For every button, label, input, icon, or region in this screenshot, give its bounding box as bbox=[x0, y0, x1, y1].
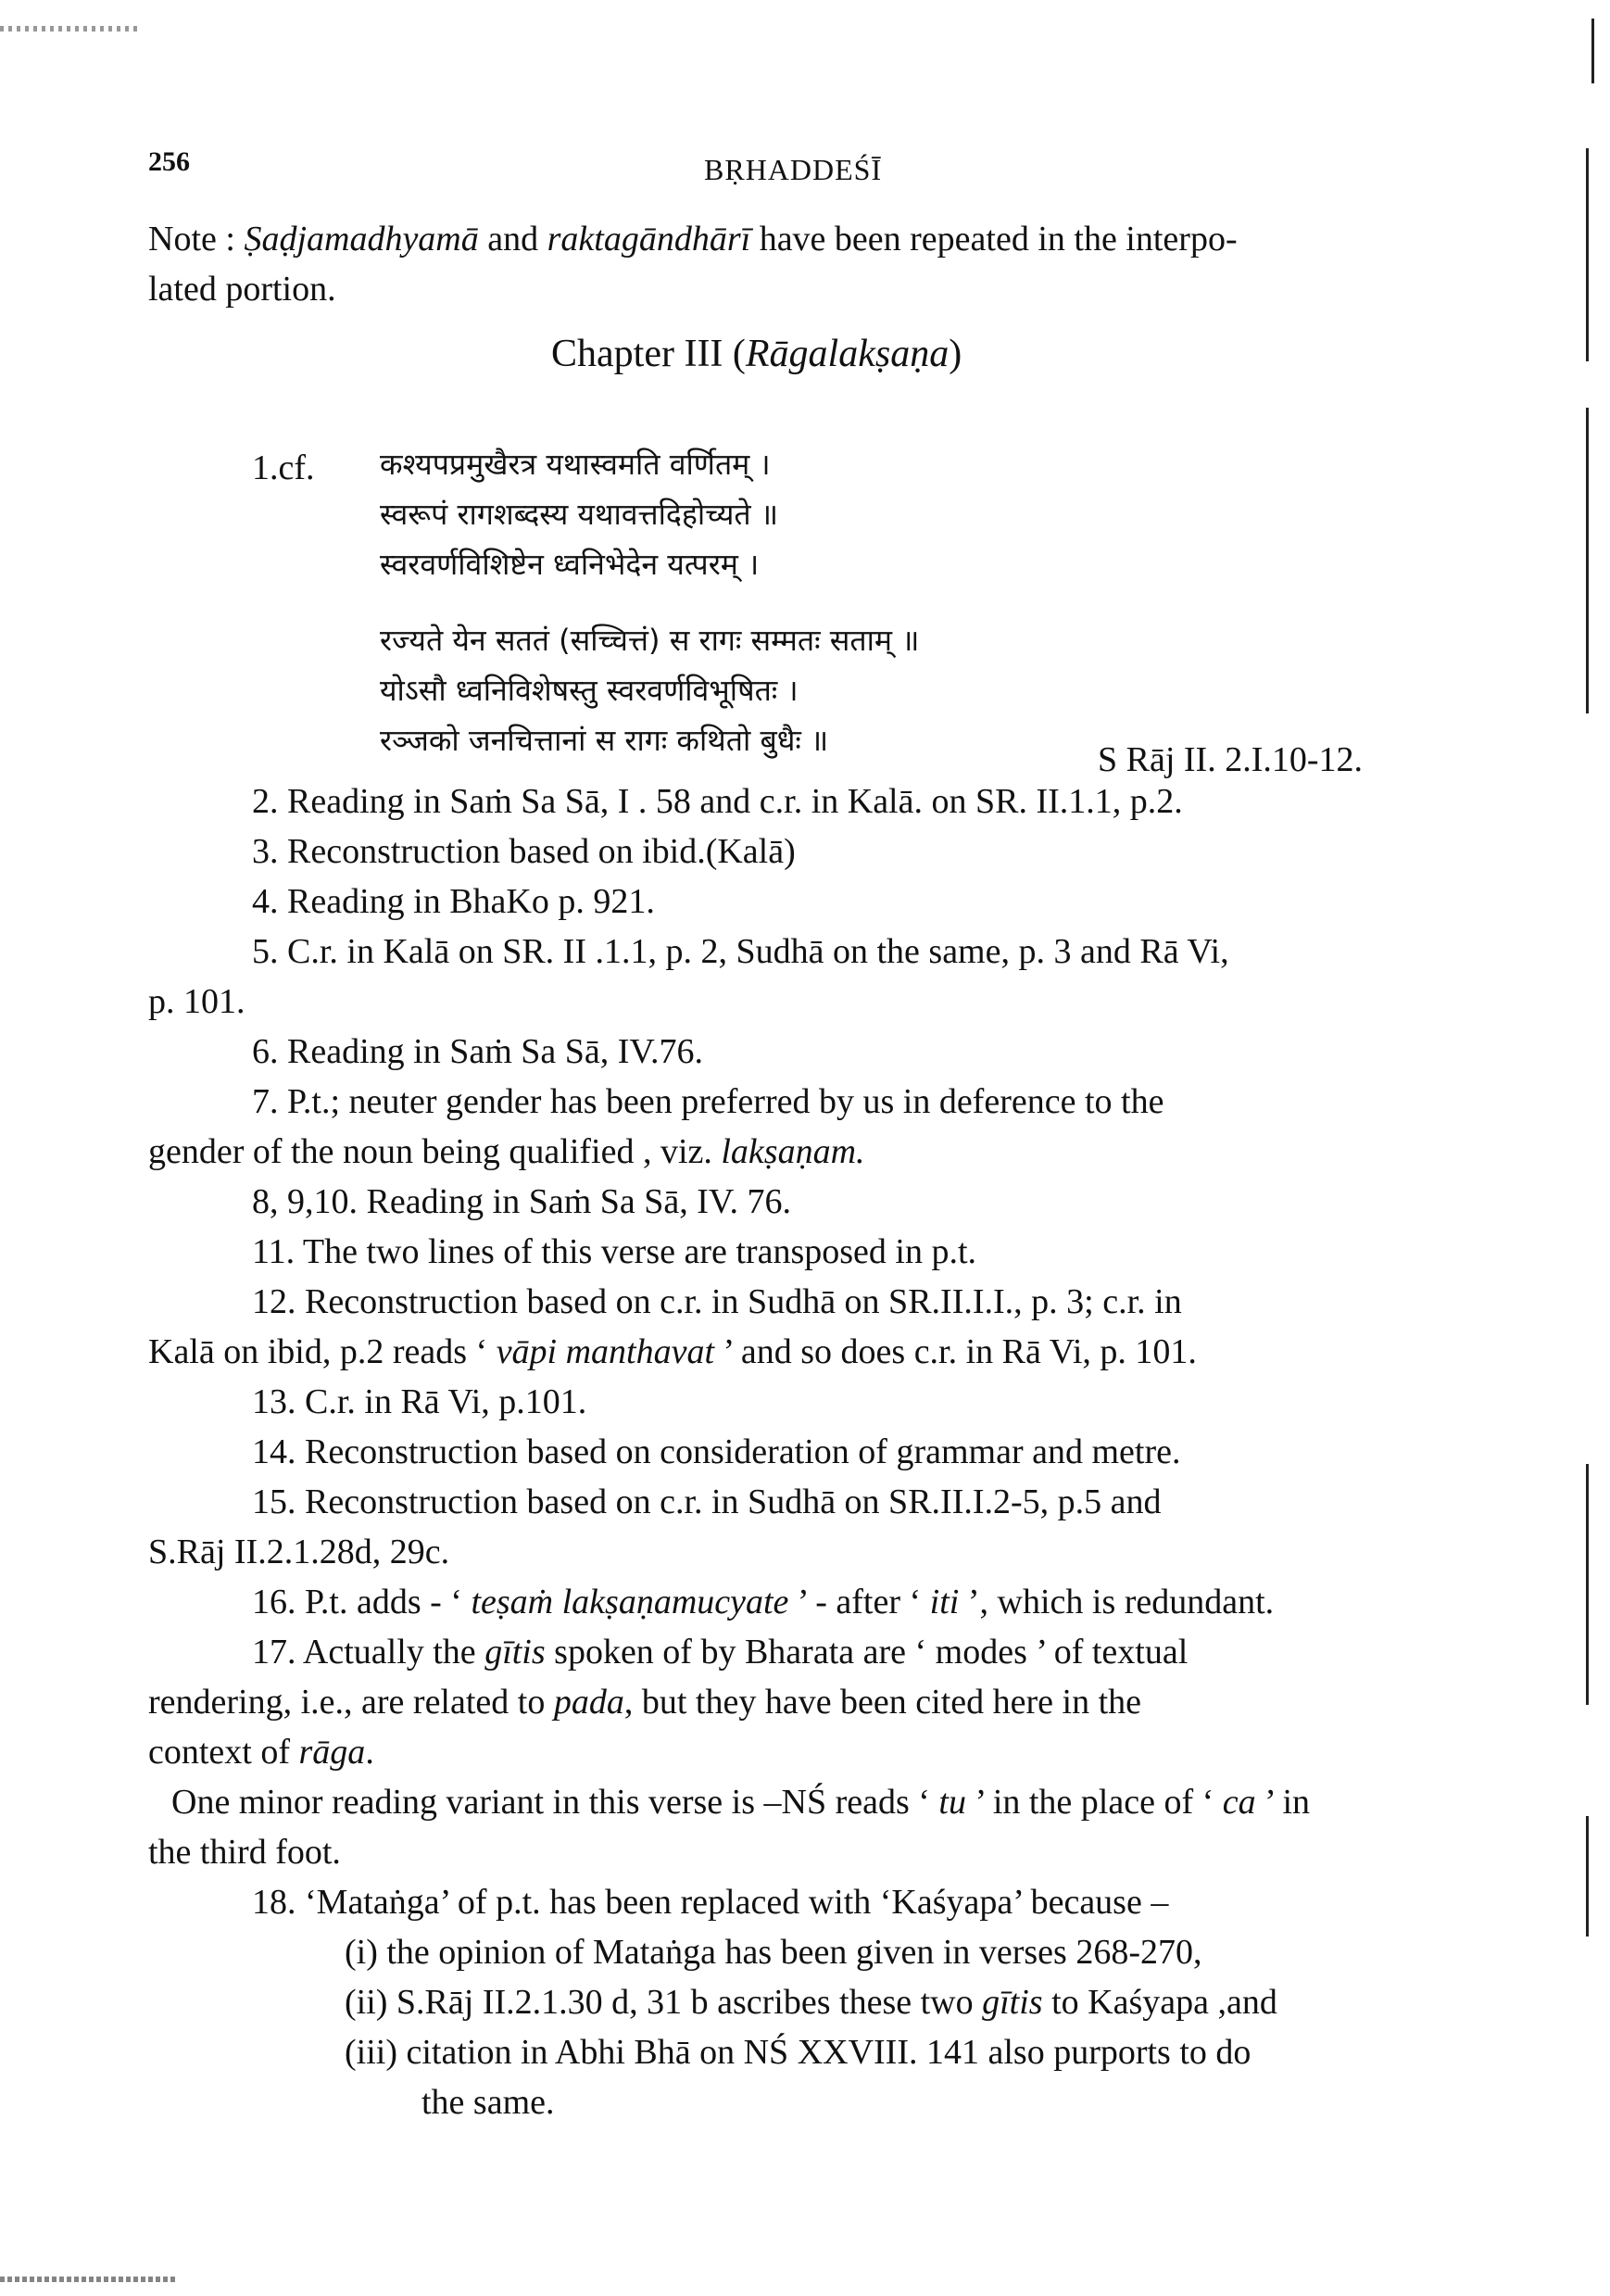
footnote-16: 16. P.t. adds - ‘ teṣaṁ lakṣaṇamucyate ’ - after ‘ iti ’, which is redundant. bbox=[252, 1583, 1275, 1621]
footnote-11: 11. The two lines of this verse are transposed in p.t. bbox=[252, 1232, 977, 1271]
footnote-17-variant: One minor reading variant in this verse is –NŚ reads ‘ tu ’ in the place of ‘ ca ’ in bbox=[171, 1783, 1311, 1822]
verse-line: कश्यपप्रमुखैरत्र यथास्वमति वर्णितम् । bbox=[380, 447, 771, 482]
footnote-17-cont: context of rāga. bbox=[148, 1733, 374, 1772]
footnote-3: 3. Reconstruction based on ibid.(Kalā) bbox=[252, 832, 796, 871]
footnote-12: 12. Reconstruction based on c.r. in Sudhā on SR.II.I.I., p. 3; c.r. in bbox=[252, 1282, 1182, 1321]
scan-artifact-top bbox=[0, 26, 139, 32]
footnote-18-iii-cont: the same. bbox=[421, 2083, 555, 2122]
running-title: BṚHADDEŚĪ bbox=[704, 153, 883, 186]
scan-edge-mark bbox=[1586, 148, 1589, 361]
footnote-14: 14. Reconstruction based on consideration of grammar and metre. bbox=[252, 1432, 1181, 1471]
footnote-18-iii: (iii) citation in Abhi Bhā on NŚ XXVIII. 141 also purports to do bbox=[345, 2033, 1252, 2072]
footnote-18-ii: (ii) S.Rāj II.2.1.30 d, 31 b ascribes these two gītis to Kaśyapa ,and bbox=[345, 1983, 1277, 2022]
scan-edge-mark bbox=[1591, 19, 1594, 83]
footnote-5: 5. C.r. in Kalā on SR. II .1.1, p. 2, Sudhā on the same, p. 3 and Rā Vi, bbox=[252, 932, 1229, 971]
footnote-4: 4. Reading in BhaKo p. 921. bbox=[252, 882, 655, 921]
scan-edge-mark bbox=[1586, 1816, 1589, 1936]
footnote-6: 6. Reading in Saṁ Sa Sā, IV.76. bbox=[252, 1032, 703, 1071]
footnote-2: 2. Reading in Saṁ Sa Sā, I . 58 and c.r. in Kalā. on SR. II.1.1, p.2. bbox=[252, 782, 1183, 821]
footnote-15: 15. Reconstruction based on c.r. in Sudhā on SR.II.I.2-5, p.5 and bbox=[252, 1482, 1162, 1521]
footnote-15-cont: S.Rāj II.2.1.28d, 29c. bbox=[148, 1533, 450, 1571]
verse-line: रज्यते येन सततं (सच्चित्तं) स रागः सम्मतः सताम् ॥ bbox=[380, 623, 920, 658]
footnote-7-cont: gender of the noun being qualified , viz. lakṣaṇam. bbox=[148, 1132, 865, 1171]
footnote-8-10: 8, 9,10. Reading in Saṁ Sa Sā, IV. 76. bbox=[252, 1182, 791, 1221]
scan-edge-mark bbox=[1586, 408, 1589, 713]
page-number: 256 bbox=[148, 146, 190, 177]
note-line-2: lated portion. bbox=[148, 270, 336, 309]
footnote-13: 13. C.r. in Rā Vi, p.101. bbox=[252, 1382, 587, 1421]
chapter-heading: Chapter III (Rāgalakṣaṇa) bbox=[551, 333, 962, 375]
verse-line: योऽसौ ध्वनिविशेषस्तु स्वरवर्णविभूषितः । bbox=[380, 673, 799, 708]
verse-line: रञ्जको जनचित्तानां स रागः कथितो बुधैः ॥ bbox=[380, 723, 829, 758]
verse-source: S Rāj II. 2.I.10-12. bbox=[1098, 740, 1364, 779]
note-line-1: Note : Ṣaḍjamadhyamā and raktagāndhārī have been repeated in the interpo- bbox=[148, 220, 1238, 259]
verse-line: स्वरवर्णविशिष्टेन ध्वनिभेदेन यत्परम् । bbox=[380, 547, 760, 582]
scan-edge-mark bbox=[1586, 1464, 1589, 1705]
footnote-18: 18. ‘Mataṅga’ of p.t. has been replaced with ‘Kaśyapa’ because – bbox=[252, 1883, 1169, 1922]
verse-label: 1.cf. bbox=[252, 448, 315, 487]
footnote-18-i: (i) the opinion of Mataṅga has been given in verses 268-270, bbox=[345, 1933, 1202, 1972]
footnote-17-variant-cont: the third foot. bbox=[148, 1833, 341, 1872]
footnote-7: 7. P.t.; neuter gender has been preferred by us in deference to the bbox=[252, 1082, 1164, 1121]
footnote-17: 17. Actually the gītis spoken of by Bharata are ‘ modes ’ of textual bbox=[252, 1633, 1189, 1672]
footnote-5-cont: p. 101. bbox=[148, 982, 245, 1021]
footnote-12-cont: Kalā on ibid, p.2 reads ‘ vāpi manthavat ’ and so does c.r. in Rā Vi, p. 101. bbox=[148, 1332, 1197, 1371]
scan-artifact-bottom bbox=[0, 2277, 176, 2282]
footnote-17-cont: rendering, i.e., are related to pada, but they have been cited here in the bbox=[148, 1683, 1142, 1722]
verse-line: स्वरूपं रागशब्दस्य यथावत्तदिहोच्यते ॥ bbox=[380, 497, 779, 532]
